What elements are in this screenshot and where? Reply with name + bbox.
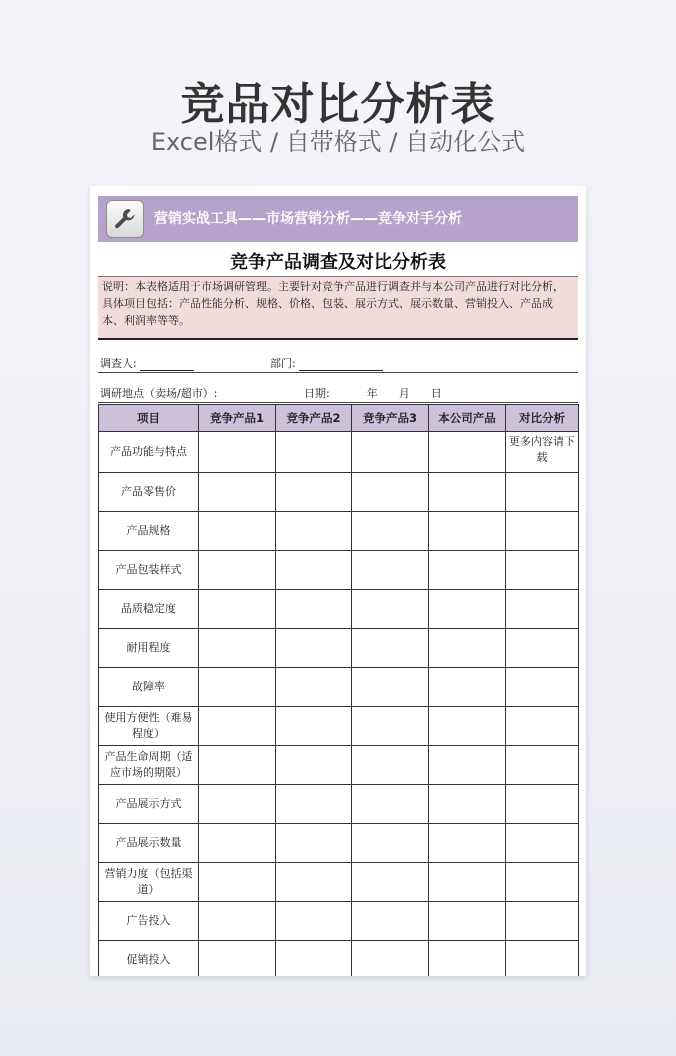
- data-cell[interactable]: [429, 746, 506, 785]
- analysis-cell[interactable]: [506, 512, 579, 551]
- table-row: [99, 629, 579, 668]
- data-cell[interactable]: [276, 473, 352, 512]
- data-cell[interactable]: [276, 668, 352, 707]
- department-field[interactable]: [270, 355, 383, 371]
- row-item-label: 产品规格: [99, 512, 199, 551]
- row-item-label: 产品功能与特点: [99, 432, 199, 473]
- table-row: [99, 902, 579, 941]
- table-row: [99, 863, 579, 902]
- date-field[interactable]: [304, 385, 442, 401]
- header-cell: 竞争产品2: [276, 405, 352, 432]
- data-cell[interactable]: [429, 551, 506, 590]
- data-cell[interactable]: [352, 432, 429, 473]
- table-row: [99, 785, 579, 824]
- data-cell[interactable]: [429, 668, 506, 707]
- month-label: 月: [398, 387, 410, 400]
- data-cell[interactable]: [352, 785, 429, 824]
- data-cell[interactable]: [352, 473, 429, 512]
- table-row: [99, 512, 579, 551]
- data-cell[interactable]: [199, 863, 276, 902]
- analysis-cell[interactable]: [506, 941, 579, 977]
- data-cell[interactable]: [429, 512, 506, 551]
- analysis-cell[interactable]: 更多内容请下载: [506, 432, 579, 473]
- table-row: [99, 432, 579, 473]
- table-body: [99, 432, 579, 977]
- data-cell[interactable]: [276, 941, 352, 977]
- document-title: 竞争产品调查及对比分析表: [230, 252, 446, 273]
- department-label: 部门:: [270, 357, 296, 370]
- row-item-label: 广告投入: [99, 902, 199, 941]
- data-cell[interactable]: [429, 824, 506, 863]
- data-cell[interactable]: [276, 785, 352, 824]
- data-cell[interactable]: [352, 512, 429, 551]
- investigator-row: [98, 356, 578, 373]
- table-row: [99, 746, 579, 785]
- data-cell[interactable]: [276, 512, 352, 551]
- analysis-cell[interactable]: [506, 629, 579, 668]
- data-cell[interactable]: [199, 941, 276, 977]
- data-cell[interactable]: [199, 590, 276, 629]
- analysis-cell[interactable]: [506, 707, 579, 746]
- data-cell[interactable]: [352, 863, 429, 902]
- data-cell[interactable]: [352, 902, 429, 941]
- hero-title: 竞品对比分析表: [180, 79, 496, 130]
- comparison-table: [98, 404, 579, 976]
- row-item-label: 耐用程度: [99, 629, 199, 668]
- data-cell[interactable]: [429, 432, 506, 473]
- table-row: [99, 590, 579, 629]
- data-cell[interactable]: [199, 473, 276, 512]
- analysis-cell[interactable]: [506, 902, 579, 941]
- data-cell[interactable]: [199, 824, 276, 863]
- data-cell[interactable]: [429, 941, 506, 977]
- analysis-cell[interactable]: [506, 746, 579, 785]
- data-cell[interactable]: [429, 629, 506, 668]
- row-item-label: 产品展示数量: [99, 824, 199, 863]
- header-cell: 本公司产品: [429, 405, 506, 432]
- data-cell[interactable]: [199, 629, 276, 668]
- investigator-blank[interactable]: [140, 360, 194, 371]
- row-item-label: 产品零售价: [99, 473, 199, 512]
- analysis-cell[interactable]: [506, 824, 579, 863]
- data-cell[interactable]: [199, 707, 276, 746]
- data-cell[interactable]: [199, 551, 276, 590]
- data-cell[interactable]: [276, 590, 352, 629]
- row-item-label: 产品生命周期（适应市场的期限）: [99, 746, 199, 785]
- location-field[interactable]: [100, 385, 217, 401]
- wrench-icon: [106, 200, 144, 238]
- analysis-cell[interactable]: [506, 473, 579, 512]
- header-cell: 竞争产品3: [352, 405, 429, 432]
- location-row: [98, 386, 578, 403]
- row-item-label: 品质稳定度: [99, 590, 199, 629]
- data-cell[interactable]: [429, 707, 506, 746]
- investigator-field[interactable]: [100, 355, 194, 371]
- data-cell[interactable]: [199, 512, 276, 551]
- data-cell[interactable]: [352, 590, 429, 629]
- analysis-cell[interactable]: [506, 590, 579, 629]
- data-cell[interactable]: [429, 863, 506, 902]
- table-row: [99, 707, 579, 746]
- data-cell[interactable]: [199, 668, 276, 707]
- data-cell[interactable]: [352, 824, 429, 863]
- data-cell[interactable]: [429, 473, 506, 512]
- row-item-label: 故障率: [99, 668, 199, 707]
- data-cell[interactable]: [352, 746, 429, 785]
- table-row: [99, 551, 579, 590]
- data-cell[interactable]: [352, 707, 429, 746]
- data-cell[interactable]: [352, 668, 429, 707]
- investigator-label: 调查人:: [100, 357, 137, 370]
- analysis-cell[interactable]: [506, 668, 579, 707]
- hero-subtitle: Excel格式 / 自带格式 / 自动化公式: [150, 128, 526, 156]
- date-label: 日期:: [304, 387, 330, 400]
- data-cell[interactable]: [199, 746, 276, 785]
- table-row: [99, 824, 579, 863]
- location-label: 调研地点（卖场/超市）:: [100, 387, 218, 400]
- row-item-label: 产品包装样式: [99, 551, 199, 590]
- data-cell[interactable]: [199, 902, 276, 941]
- data-cell[interactable]: [429, 590, 506, 629]
- data-cell[interactable]: [199, 785, 276, 824]
- row-item-label: 产品展示方式: [99, 785, 199, 824]
- spreadsheet-preview: [90, 186, 586, 976]
- data-cell[interactable]: [276, 551, 352, 590]
- tool-banner: [98, 196, 578, 242]
- data-cell[interactable]: [429, 785, 506, 824]
- table-row: [99, 668, 579, 707]
- data-cell[interactable]: [276, 902, 352, 941]
- data-cell[interactable]: [276, 746, 352, 785]
- data-cell[interactable]: [276, 629, 352, 668]
- data-cell[interactable]: [276, 863, 352, 902]
- table-row: [99, 473, 579, 512]
- year-label: 年: [366, 387, 378, 400]
- row-item-label: 营销力度（包括渠道）: [99, 863, 199, 902]
- data-cell[interactable]: [276, 432, 352, 473]
- analysis-cell[interactable]: [506, 785, 579, 824]
- data-cell[interactable]: [429, 902, 506, 941]
- analysis-cell[interactable]: [506, 863, 579, 902]
- description-box: 说明：本表格适用于市场调研管理。主要针对竞争产品进行调查并与本公司产品进行对比分析，具体项目包括：产品性能分析、规格、价格、包装、展示方式、展示数量、营销投入、产品成本、利润率等等。: [98, 276, 578, 340]
- header-cell: 竞争产品1: [199, 405, 276, 432]
- data-cell[interactable]: [352, 629, 429, 668]
- table-header-row: [99, 405, 579, 432]
- header-cell: 对比分析: [506, 405, 579, 432]
- banner-text: 营销实战工具——市场营销分析——竞争对手分析: [154, 211, 462, 227]
- day-label: 日: [430, 387, 442, 400]
- data-cell[interactable]: [276, 707, 352, 746]
- header-cell: 项目: [99, 405, 199, 432]
- department-blank[interactable]: [299, 360, 383, 371]
- data-cell[interactable]: [199, 432, 276, 473]
- table-row: [99, 941, 579, 977]
- row-item-label: 使用方便性（难易程度）: [99, 707, 199, 746]
- data-cell[interactable]: [352, 941, 429, 977]
- row-item-label: 促销投入: [99, 941, 199, 977]
- data-cell[interactable]: [276, 824, 352, 863]
- data-cell[interactable]: [352, 551, 429, 590]
- analysis-cell[interactable]: [506, 551, 579, 590]
